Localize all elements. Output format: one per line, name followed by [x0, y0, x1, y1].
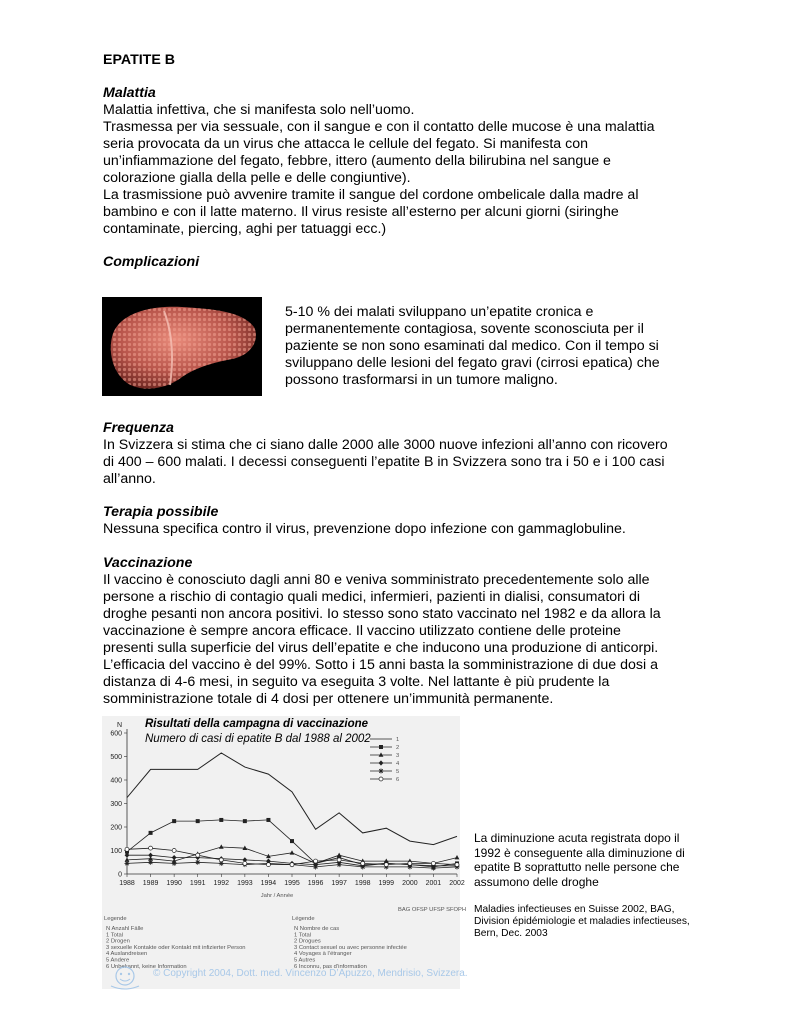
text-line: distanza di 4-6 mesi, in seguito va eseguita 3 volte. Nel lattante è più prudente la — [103, 674, 610, 690]
text-line: epatite B soprattutto nelle persone che — [474, 860, 680, 874]
x-tick-label: 1991 — [189, 880, 206, 887]
x-tick-label: 1995 — [284, 880, 300, 887]
y-tick-label: 200 — [110, 824, 122, 832]
data-point-series-2 — [219, 818, 223, 822]
text-line: di 400 – 600 malati. I decessi conseguenti l’epatite B in Svizzera sono tra i 50 e i 100 casi — [103, 454, 665, 470]
data-point-series-6 — [361, 861, 365, 865]
text-line: La diminuzione acuta registrata dopo il — [474, 831, 680, 845]
legend-marker-2 — [379, 745, 383, 749]
chart-svg — [102, 716, 467, 989]
text-line: Maladies infectieuses en Suisse 2002, BAG, — [474, 904, 675, 915]
text-line: Bern, Dec. 2003 — [474, 928, 548, 939]
data-point-series-6 — [431, 861, 435, 865]
text-line: vaccinazione è sempre ancora efficace. Il vaccino utilizzato contiene delle proteine — [103, 623, 621, 639]
data-point-series-3 — [290, 850, 295, 854]
legend-marker-3 — [379, 752, 384, 756]
chart-title: Risultati della campagna di vaccinazione — [145, 718, 369, 730]
data-point-series-2 — [172, 819, 176, 823]
data-point-series-6 — [384, 863, 388, 867]
page-title: EPATITE B — [103, 52, 175, 68]
chart-source-note — [474, 904, 699, 940]
text-line: un’infiammazione del fegato, febbre, ittero (aumento della bilirubina nel sangue e — [103, 153, 611, 169]
data-point-series-5 — [172, 861, 177, 866]
legend-left-item: 3 sexuelle Kontakte oder Kontakt mit infizierter Person — [106, 944, 246, 951]
data-point-series-5 — [148, 860, 153, 865]
text-line: Il vaccino è conosciuto dagli anni 80 e veniva somministrato precedentemente solo alle — [103, 572, 650, 588]
text-line: presenti sulla superficie del virus dell’epatite e che inducono una produzione di anticorpi. — [103, 640, 659, 656]
text-line: somministrazione totale di 4 dosi per ottenere un’immunità permanente. — [103, 691, 554, 707]
legend-marker-6 — [379, 777, 383, 781]
heading-vaccinazione: Vaccinazione — [103, 555, 193, 571]
data-point-series-5 — [313, 864, 318, 869]
legend-marker-4 — [379, 760, 384, 765]
series-line-2 — [127, 820, 457, 867]
data-point-series-2 — [196, 819, 200, 823]
data-point-series-4 — [148, 853, 153, 858]
legend-right-item: 6 Inconnu, pas d’information — [294, 963, 367, 970]
paragraph-malattia — [103, 102, 693, 238]
x-axis-label: Jahr / Année — [260, 893, 294, 899]
x-tick-label: 1993 — [237, 880, 253, 887]
legend-left-item: 4 Auslandreisen — [106, 951, 148, 958]
legend-right-item: N Nombre de cas — [294, 926, 340, 932]
y-axis-symbol: N — [116, 722, 122, 729]
x-tick-label: 1990 — [166, 880, 182, 887]
text-line: Malattia infettiva, che si manifesta solo nell’uomo. — [103, 102, 415, 118]
y-tick-label: 300 — [110, 801, 122, 808]
legend-right-item: 5 Autres — [294, 957, 316, 964]
text-line: colorazione gialla della pelle e delle congiuntive). — [103, 170, 411, 186]
data-point-series-6 — [290, 863, 294, 867]
data-point-series-6 — [455, 863, 459, 867]
text-line: assumono delle droghe — [474, 874, 599, 889]
text-line: contaminate, piercing, aghi per tatuaggi ecc.) — [103, 221, 387, 237]
legend-label-5: 5 — [396, 769, 400, 775]
data-point-series-6 — [314, 859, 318, 863]
y-tick-label: 600 — [110, 730, 122, 738]
text-line: L’efficacia del vaccino è del 99%. Sotto i 15 anni basta la somministrazione di due dosi a — [103, 657, 658, 673]
source-tag: BAG OFSP UFSP SFOPH — [398, 907, 467, 913]
text-line: Division épidémiologie et maladies infectieuses, — [474, 916, 690, 927]
text-line: Trasmessa per via sessuale, con il sangue e con il contatto delle mucose è una malattia — [103, 119, 655, 135]
y-tick-label: 100 — [110, 848, 122, 855]
data-point-series-6 — [149, 846, 153, 850]
data-point-series-6 — [408, 861, 412, 865]
data-point-series-6 — [172, 849, 176, 853]
legend-left-item: N Anzahl Fälle — [106, 926, 144, 932]
data-point-series-5 — [337, 862, 342, 867]
legend-right-heading: Légende — [292, 916, 315, 922]
data-point-series-6 — [243, 861, 247, 865]
x-tick-label: 1994 — [260, 880, 277, 887]
legend-label-1: 1 — [396, 737, 400, 743]
legend-label-4: 4 — [396, 761, 400, 767]
legend-right-item: 2 Drogues — [294, 938, 321, 945]
data-point-series-3 — [337, 853, 342, 857]
text-line: La trasmissione può avvenire tramite il sangue del cordone ombelicale dalla madre al — [103, 187, 639, 203]
x-tick-label: 1997 — [331, 880, 347, 887]
x-tick-label: 1992 — [213, 880, 230, 887]
legend-left-heading: Legende — [104, 916, 127, 922]
heading-terapia: Terapia possibile — [103, 504, 219, 520]
data-point-series-2 — [243, 819, 247, 823]
heading-malattia: Malattia — [103, 85, 156, 101]
legend-marker-5 — [379, 769, 384, 774]
x-tick-label: 2000 — [402, 880, 418, 887]
paragraph-vaccinazione — [103, 572, 693, 708]
legend-left-item: 1 Total — [106, 932, 123, 939]
copyright-text: © Copyright 2004, Dott. med. Vincenzo D’Apuzzo, Mendrisio, Svizzera. — [153, 968, 468, 979]
data-point-series-5 — [125, 861, 130, 866]
legend-right-item: 3 Contact sexuel ou avec personne infectée — [294, 944, 407, 951]
paragraph-terapia — [103, 521, 693, 538]
data-point-series-3 — [455, 855, 460, 859]
text-line: 5-10 % dei malati sviluppano un’epatite cronica e — [285, 304, 594, 320]
paragraph-frequenza — [103, 437, 693, 488]
logo-icon — [107, 964, 143, 990]
y-tick-label: 400 — [110, 777, 122, 785]
text-line: persone a rischio di contagio quali medici, infermieri, pazienti in dialisi, consumatori di — [103, 589, 641, 605]
legend-label-3: 3 — [396, 753, 400, 759]
chart-side-note — [474, 831, 699, 889]
text-line: permanentemente contagiosa, sovente sconosciuta per il — [285, 321, 644, 337]
legend-left-item: 6 Unbekannt, keine Information — [106, 963, 187, 970]
heading-frequenza: Frequenza — [103, 420, 174, 436]
x-tick-label: 2001 — [425, 880, 442, 887]
heading-complicazioni: Complicazioni — [103, 254, 200, 270]
vaccination-chart — [102, 716, 467, 989]
data-point-series-6 — [125, 847, 129, 851]
legend-right-item: 1 Total — [294, 932, 311, 939]
legend-label-6: 6 — [396, 777, 400, 783]
legend-left-item: 5 Andere — [106, 957, 130, 964]
chart-subtitle: Numero di casi di epatite B dal 1988 al 2002 — [145, 733, 371, 745]
text-line: In Svizzera si stima che ci siano dalle 2000 alle 3000 nuove infezioni all’anno con ricovero — [103, 437, 668, 453]
y-tick-label: 500 — [110, 754, 122, 761]
x-tick-label: 1988 — [119, 880, 135, 887]
text-line: paziente se non sono esaminati dal medico. Con il tempo si — [285, 338, 659, 354]
text-line: possono trasformarsi in un tumore maligno. — [285, 372, 558, 388]
text-line: sviluppano delle lesioni del fegato gravi (cirrosi epatica) che — [285, 355, 660, 371]
data-point-series-5 — [195, 860, 200, 865]
data-point-series-6 — [219, 858, 223, 862]
data-point-series-4 — [172, 855, 177, 860]
paragraph-complicazioni — [285, 304, 695, 389]
data-point-series-2 — [266, 818, 270, 822]
text-line: bambino e con il latte materno. Il virus resiste all’esterno per alcuni giorni (siringhe — [103, 204, 619, 220]
text-line: 1992 è conseguente alla diminuzione di — [474, 845, 685, 860]
x-tick-label: 1998 — [354, 880, 371, 887]
series-line-1 — [127, 753, 457, 845]
legend-left-item: 2 Drogen — [106, 938, 130, 945]
x-tick-label: 1999 — [378, 880, 395, 887]
x-tick-label: 1989 — [142, 880, 159, 887]
text-line: droghe pesanti non ancora positivi. Io stesso sono stato vaccinato nel 1982 e da allora la — [103, 606, 661, 622]
text-line: Nessuna specifica contro il virus, prevenzione dopo infezione con gammaglobuline. — [103, 521, 626, 537]
data-point-series-6 — [196, 853, 200, 857]
x-tick-label: 2002 — [449, 880, 465, 887]
legend-right-item: 4 Voyages à l’étranger — [294, 951, 352, 958]
legend-label-2: 2 — [396, 745, 400, 751]
x-tick-label: 1996 — [307, 880, 324, 887]
y-tick-label: 0 — [118, 871, 122, 879]
data-point-series-2 — [149, 831, 153, 835]
data-point-series-6 — [266, 863, 270, 867]
data-point-series-2 — [290, 839, 294, 843]
text-line: seria provocata da un virus che attacca le cellule del fegato. Si manifesta con — [103, 136, 589, 152]
data-point-series-5 — [431, 866, 436, 871]
liver-image — [102, 297, 262, 396]
data-point-series-3 — [219, 844, 224, 848]
data-point-series-6 — [337, 858, 341, 862]
text-line: all’anno. — [103, 471, 156, 487]
